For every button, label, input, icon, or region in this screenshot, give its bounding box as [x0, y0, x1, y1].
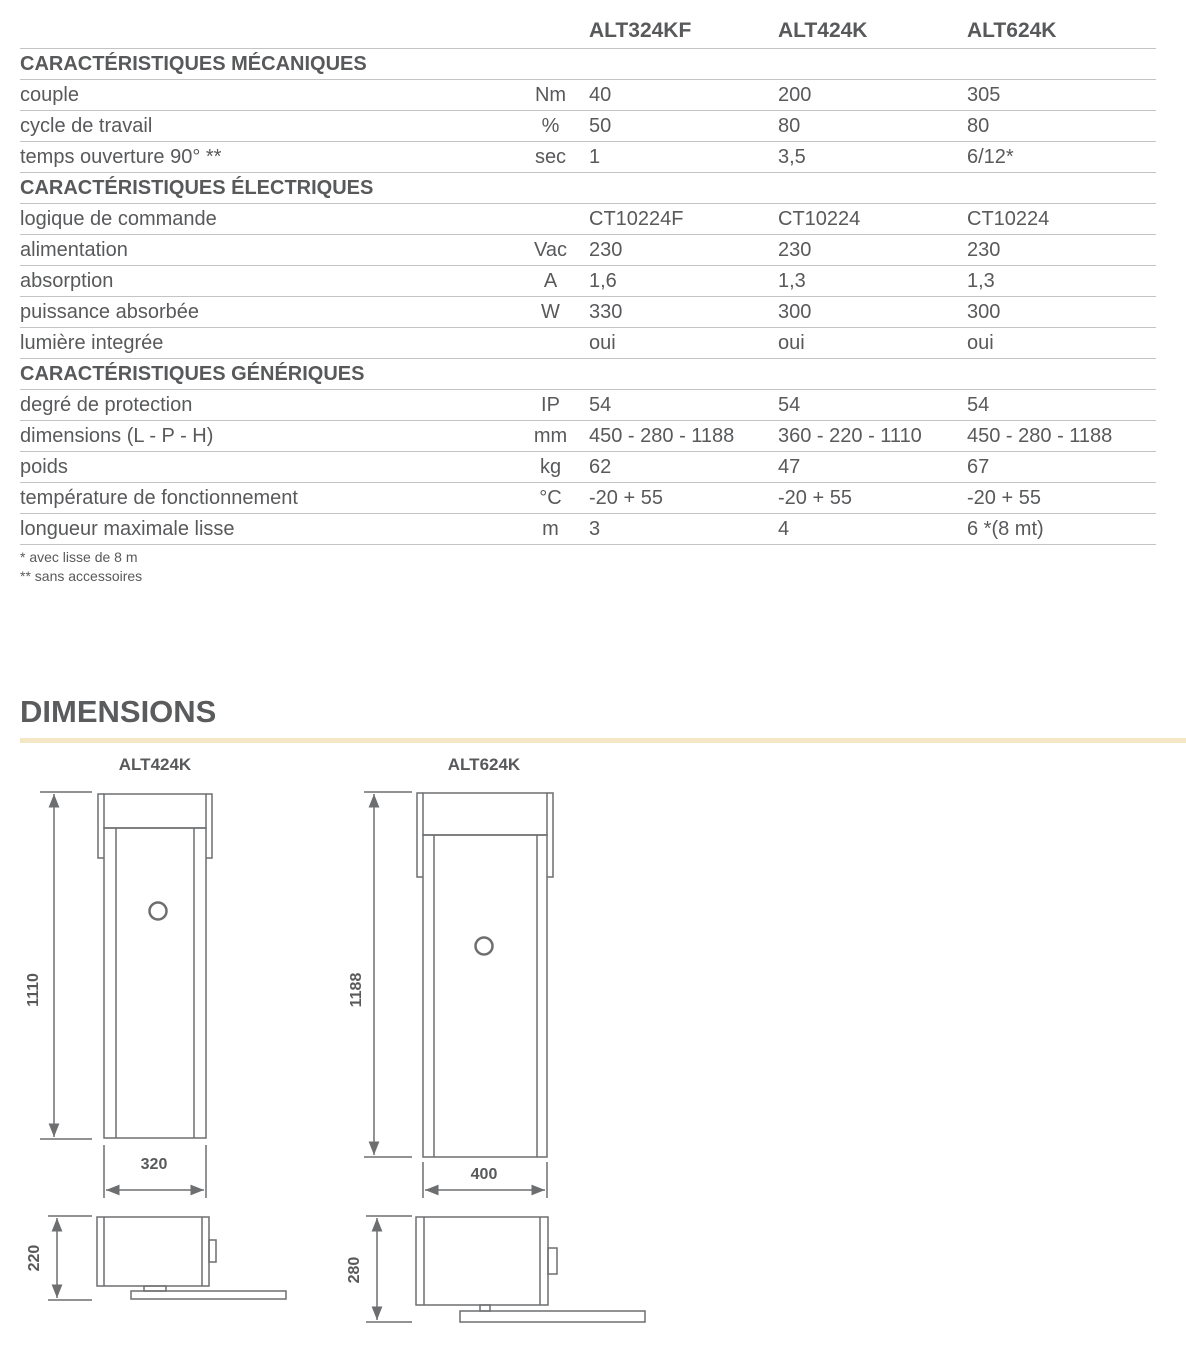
row-unit: sec [512, 142, 589, 173]
width-dimension-label: 320 [140, 1156, 168, 1173]
height-dimension-label: 1188 [348, 972, 365, 1008]
row-label: cycle de travail [20, 111, 512, 142]
row-unit: m [512, 514, 589, 545]
section-title: CARACTÉRISTIQUES MÉCANIQUES [20, 49, 1156, 80]
housing-top-outline [97, 1217, 209, 1286]
housing-body [104, 828, 206, 1138]
row-value: -20 + 55 [967, 483, 1156, 514]
row-value: 1,3 [967, 266, 1156, 297]
housing-left-lip [417, 793, 423, 877]
row-value: 1,3 [778, 266, 967, 297]
model-header: ALT324KF [589, 14, 778, 49]
housing-top-cap [104, 794, 206, 828]
boom-bracket [460, 1311, 645, 1322]
key-lock-icon [150, 903, 167, 920]
row-value: 62 [589, 452, 778, 483]
row-value: 300 [967, 297, 1156, 328]
drawing-model-label: ALT624K [447, 755, 521, 774]
row-value: 80 [967, 111, 1156, 142]
row-value: 450 - 280 - 1188 [589, 421, 778, 452]
row-value: 80 [778, 111, 967, 142]
key-lock-icon [476, 938, 493, 955]
row-unit: °C [512, 483, 589, 514]
alt624k-front-view [348, 755, 553, 1198]
housing-right-lip [206, 794, 212, 858]
width-dimension-label: 400 [470, 1166, 498, 1183]
row-unit: kg [512, 452, 589, 483]
row-label: degré de protection [20, 390, 512, 421]
height-dimension-label: 1110 [25, 973, 42, 1007]
drawing-model-label: ALT424K [118, 755, 192, 774]
row-label: dimensions (L - P - H) [20, 421, 512, 452]
row-value: CT10224 [967, 204, 1156, 235]
row-label: absorption [20, 266, 512, 297]
row-label: température de fonctionnement [20, 483, 512, 514]
row-label: alimentation [20, 235, 512, 266]
row-value: 67 [967, 452, 1156, 483]
row-value: 1 [589, 142, 778, 173]
row-value: 6/12* [967, 142, 1156, 173]
row-value: 1,6 [589, 266, 778, 297]
row-unit: % [512, 111, 589, 142]
row-value: 54 [967, 390, 1156, 421]
section-title: CARACTÉRISTIQUES GÉNÉRIQUES [20, 359, 1156, 390]
row-value: -20 + 55 [589, 483, 778, 514]
row-unit: mm [512, 421, 589, 452]
side-hatch [548, 1248, 557, 1274]
row-value: 230 [967, 235, 1156, 266]
row-value: 3 [589, 514, 778, 545]
housing-left-lip [98, 794, 104, 858]
footnote: * avec lisse de 8 m [20, 549, 138, 565]
row-unit: IP [512, 390, 589, 421]
row-value: 450 - 280 - 1188 [967, 421, 1156, 452]
row-unit: Nm [512, 80, 589, 111]
housing-top-outline [416, 1217, 548, 1305]
footnote: ** sans accessoires [20, 568, 143, 584]
row-value: 54 [778, 390, 967, 421]
model-header: ALT424K [778, 14, 967, 49]
depth-dimension-label: 220 [26, 1244, 43, 1272]
boom-bracket [131, 1291, 286, 1299]
row-value: CT10224F [589, 204, 778, 235]
row-unit: A [512, 266, 589, 297]
housing-body [423, 835, 547, 1157]
row-value: oui [967, 328, 1156, 359]
row-value: 330 [589, 297, 778, 328]
side-hatch [209, 1240, 216, 1262]
section-title: CARACTÉRISTIQUES ÉLECTRIQUES [20, 173, 1156, 204]
depth-dimension-label: 280 [346, 1256, 363, 1284]
row-value: 47 [778, 452, 967, 483]
boom-mount [480, 1305, 490, 1311]
row-unit: Vac [512, 235, 589, 266]
alt424k-front-view [25, 755, 212, 1198]
row-value: 300 [778, 297, 967, 328]
alt424k-top-view [26, 1216, 286, 1300]
row-label: lumière integrée [20, 328, 512, 359]
row-label: longueur maximale lisse [20, 514, 512, 545]
row-value: 305 [967, 80, 1156, 111]
row-value: 40 [589, 80, 778, 111]
row-value: 6 *(8 mt) [967, 514, 1156, 545]
row-value: oui [778, 328, 967, 359]
dimensions-title: DIMENSIONS [20, 694, 217, 729]
row-value: 54 [589, 390, 778, 421]
model-header: ALT624K [967, 14, 1156, 49]
row-value: 4 [778, 514, 967, 545]
row-value: 360 - 220 - 1110 [778, 421, 967, 452]
row-value: oui [589, 328, 778, 359]
row-value: 200 [778, 80, 967, 111]
row-value: CT10224 [778, 204, 967, 235]
alt624k-top-view [346, 1216, 645, 1322]
row-unit: W [512, 297, 589, 328]
row-value: 230 [589, 235, 778, 266]
housing-right-lip [547, 793, 553, 877]
row-label: puissance absorbée [20, 297, 512, 328]
row-label: logique de commande [20, 204, 512, 235]
row-value: 50 [589, 111, 778, 142]
row-value: 3,5 [778, 142, 967, 173]
row-value: 230 [778, 235, 967, 266]
row-value: -20 + 55 [778, 483, 967, 514]
row-label: temps ouverture 90° ** [20, 142, 512, 173]
row-label: poids [20, 452, 512, 483]
row-label: couple [20, 80, 512, 111]
housing-top-cap [423, 793, 547, 835]
